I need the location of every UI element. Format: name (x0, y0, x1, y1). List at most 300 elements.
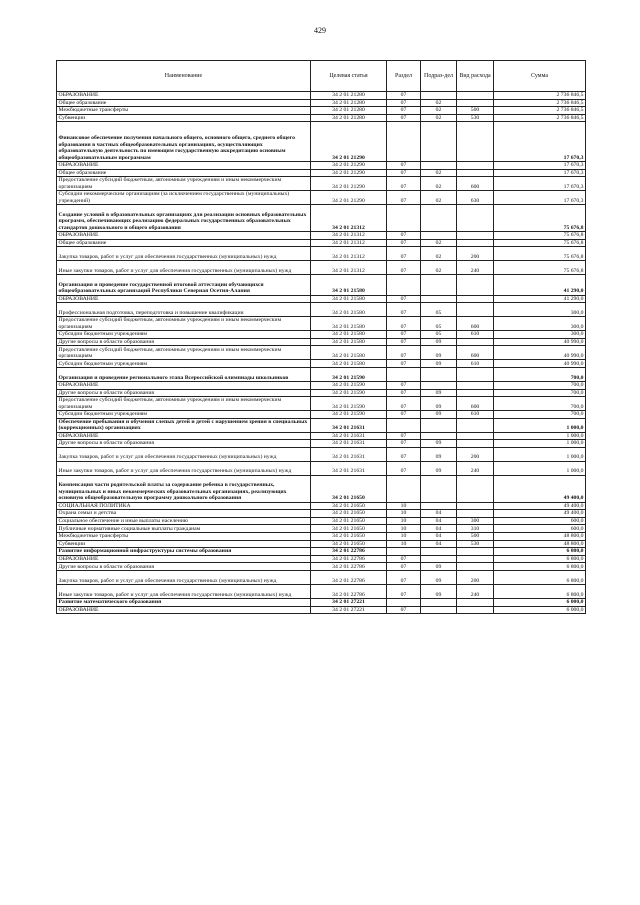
table-row (57, 447, 586, 461)
cell-subsection: 09 (421, 571, 457, 585)
cell-name: Охрана семьи и детства (57, 510, 311, 518)
table-row (57, 239, 586, 247)
cell-name: Субвенции (57, 540, 311, 548)
table-row (57, 599, 586, 607)
cell-section: 07 (387, 338, 421, 346)
cell-amount: 2 736 846,5 (494, 107, 586, 115)
cell-target: 34 2 01 21580 (311, 303, 387, 317)
cell-subsection: 05 (421, 317, 457, 331)
cell-target: 34 2 01 21580 (311, 317, 387, 331)
cell-name: Компенсация части родительской платы за содержание ребенка в государственных, муниципальных и иных некоммерческих образовательных организациях, реализующих основную общеобразовательную программу дошкольного образования (57, 475, 311, 502)
cell-subsection: 04 (421, 510, 457, 518)
cell-name: Предоставление субсидий бюджетным, автономным учреждениям и иным некоммерческим организациям (57, 177, 311, 191)
cell-target: 34 2 01 21580 (311, 346, 387, 360)
table-header-row (57, 61, 586, 92)
cell-kind (457, 606, 494, 614)
cell-name: Общее образование (57, 239, 311, 247)
cell-kind (457, 338, 494, 346)
table-row (57, 418, 586, 432)
cell-name: ОБРАЗОВАНИЕ (57, 555, 311, 563)
cell-name: Публичные нормативные социальные выплаты гражданам (57, 525, 311, 533)
table-row (57, 411, 586, 419)
cell-target: 34 2 01 22786 (311, 548, 387, 556)
cell-target: 34 2 01 21650 (311, 525, 387, 533)
cell-kind: 600 (457, 346, 494, 360)
cell-amount: 40 990,0 (494, 346, 586, 360)
table-row (57, 525, 586, 533)
cell-kind (457, 303, 494, 317)
header-target: Целевая статья (311, 61, 387, 92)
cell-target: 34 2 01 21312 (311, 261, 387, 275)
cell-target: 34 2 01 22786 (311, 555, 387, 563)
cell-amount: 6 800,0 (494, 571, 586, 585)
cell-subsection: 09 (421, 346, 457, 360)
header-subsection: Подраз-дел (421, 61, 457, 92)
cell-subsection: 05 (421, 331, 457, 339)
cell-target: 34 2 01 21280 (311, 92, 387, 100)
cell-amount: 17 670,3 (494, 122, 586, 162)
cell-name: Субсидии бюджетным учреждениям (57, 331, 311, 339)
table-row (57, 440, 586, 448)
cell-target: 34 2 01 21580 (311, 295, 387, 303)
table-row (57, 247, 586, 261)
cell-section: 10 (387, 502, 421, 510)
cell-section (387, 122, 421, 162)
cell-amount: 300,0 (494, 317, 586, 331)
cell-subsection (421, 367, 457, 381)
cell-name: Субсидии бюджетным учреждениям (57, 360, 311, 368)
cell-name: ОБРАЗОВАНИЕ (57, 606, 311, 614)
cell-section: 07 (387, 432, 421, 440)
cell-name: Межбюджетные трансферты (57, 533, 311, 541)
cell-subsection (421, 475, 457, 502)
table-row (57, 169, 586, 177)
cell-subsection (421, 418, 457, 432)
cell-target: 34 2 01 21631 (311, 440, 387, 448)
table-row (57, 502, 586, 510)
cell-amount: 6 800,0 (494, 555, 586, 563)
cell-subsection: 09 (421, 585, 457, 599)
cell-subsection (421, 432, 457, 440)
cell-section (387, 367, 421, 381)
cell-subsection: 09 (421, 447, 457, 461)
cell-kind: 240 (457, 585, 494, 599)
cell-section: 07 (387, 331, 421, 339)
cell-subsection: 09 (421, 440, 457, 448)
cell-kind: 600 (457, 397, 494, 411)
cell-name: Предоставление субсидий бюджетным, автономным учреждениям и иным некоммерческим организациям (57, 317, 311, 331)
cell-name: Организация и проведение государственной итоговой аттестации обучающихся общеобразовательных организаций Республики Северная Осетия-Алания (57, 275, 311, 295)
cell-name: Предоставление субсидий бюджетным, автономным учреждениям и иным некоммерческим организациям (57, 346, 311, 360)
cell-section: 07 (387, 169, 421, 177)
cell-kind (457, 205, 494, 232)
cell-target: 34 2 01 21580 (311, 360, 387, 368)
cell-name: ОБРАЗОВАНИЕ (57, 231, 311, 239)
cell-kind (457, 367, 494, 381)
cell-section: 07 (387, 191, 421, 205)
cell-kind: 240 (457, 261, 494, 275)
cell-name: СОЦИАЛЬНАЯ ПОЛИТИКА (57, 502, 311, 510)
cell-section: 07 (387, 161, 421, 169)
cell-target: 34 2 01 21590 (311, 367, 387, 381)
cell-name: Социальное обеспечение и иные выплаты населению (57, 517, 311, 525)
cell-name: Субсидии бюджетным учреждениям (57, 411, 311, 419)
cell-subsection (421, 555, 457, 563)
cell-kind (457, 440, 494, 448)
cell-section: 07 (387, 99, 421, 107)
cell-subsection: 09 (421, 389, 457, 397)
cell-target: 34 2 01 21650 (311, 540, 387, 548)
cell-section: 07 (387, 177, 421, 191)
cell-subsection (421, 548, 457, 556)
cell-target: 34 2 01 21650 (311, 517, 387, 525)
cell-name: Другие вопросы в области образования (57, 440, 311, 448)
cell-name: Создание условий в образовательных организациях для реализации основных образовательных программ, обеспечивающих реализацию федеральных государственных образовательных стандартов дошкольного и общего образования (57, 205, 311, 232)
cell-target: 34 2 01 21631 (311, 461, 387, 475)
cell-amount: 6 800,0 (494, 563, 586, 571)
table-row (57, 114, 586, 122)
table-row (57, 99, 586, 107)
cell-kind: 300 (457, 517, 494, 525)
cell-amount: 1 000,0 (494, 440, 586, 448)
cell-kind (457, 389, 494, 397)
cell-section: 10 (387, 525, 421, 533)
cell-section: 07 (387, 389, 421, 397)
cell-kind (457, 122, 494, 162)
cell-name: Иные закупки товаров, работ и услуг для обеспечения государственных (муниципальных) нужд (57, 261, 311, 275)
cell-name: Закупка товаров, работ и услуг для обеспечения государственных (муниципальных) нужд (57, 247, 311, 261)
cell-name: ОБРАЗОВАНИЕ (57, 432, 311, 440)
cell-target: 34 2 01 27221 (311, 599, 387, 607)
cell-name: Субвенции (57, 114, 311, 122)
table-row (57, 205, 586, 232)
cell-section: 07 (387, 261, 421, 275)
cell-section: 07 (387, 247, 421, 261)
cell-target: 34 2 01 21650 (311, 475, 387, 502)
cell-section: 07 (387, 303, 421, 317)
cell-name: ОБРАЗОВАНИЕ (57, 381, 311, 389)
cell-subsection: 02 (421, 177, 457, 191)
cell-subsection (421, 161, 457, 169)
cell-amount: 700,0 (494, 397, 586, 411)
cell-kind: 610 (457, 331, 494, 339)
table-row (57, 191, 586, 205)
cell-amount: 40 990,0 (494, 338, 586, 346)
cell-target: 34 2 01 22786 (311, 563, 387, 571)
cell-target: 34 2 01 21650 (311, 510, 387, 518)
cell-kind (457, 99, 494, 107)
cell-amount: 49 400,0 (494, 510, 586, 518)
cell-name: Финансовое обеспечение получения начального общего, основного общего, среднего общего образования в частных общеобразовательных организациях, осуществляющих образовательную деятельность по имеющим государственную аккредитацию основным общеобразовательным программам (57, 122, 311, 162)
cell-kind (457, 295, 494, 303)
cell-kind (457, 418, 494, 432)
cell-kind: 500 (457, 107, 494, 115)
table-row (57, 346, 586, 360)
cell-subsection: 04 (421, 540, 457, 548)
cell-name: ОБРАЗОВАНИЕ (57, 295, 311, 303)
table-row (57, 303, 586, 317)
cell-target: 34 2 01 21650 (311, 502, 387, 510)
header-name: Наименование (57, 61, 311, 92)
table-row (57, 367, 586, 381)
cell-subsection (421, 295, 457, 303)
cell-section: 07 (387, 461, 421, 475)
cell-target: 34 2 01 21580 (311, 331, 387, 339)
table-row (57, 331, 586, 339)
cell-amount: 700,0 (494, 389, 586, 397)
table-row (57, 177, 586, 191)
cell-target: 34 2 01 21290 (311, 191, 387, 205)
cell-subsection (421, 231, 457, 239)
cell-amount: 75 676,8 (494, 205, 586, 232)
cell-name: Развитие математического образования (57, 599, 311, 607)
cell-subsection: 02 (421, 191, 457, 205)
table-row (57, 461, 586, 475)
cell-kind: 530 (457, 114, 494, 122)
table-row (57, 510, 586, 518)
cell-name: Иные закупки товаров, работ и услуг для обеспечения государственных (муниципальных) нужд (57, 461, 311, 475)
cell-section: 07 (387, 92, 421, 100)
table-row (57, 381, 586, 389)
cell-amount: 75 676,8 (494, 231, 586, 239)
cell-amount: 1 000,0 (494, 432, 586, 440)
cell-amount: 600,0 (494, 517, 586, 525)
table-row (57, 432, 586, 440)
table-row (57, 338, 586, 346)
cell-section (387, 548, 421, 556)
cell-subsection: 02 (421, 169, 457, 177)
table-row (57, 389, 586, 397)
cell-section: 07 (387, 563, 421, 571)
cell-amount: 600,0 (494, 525, 586, 533)
cell-kind (457, 548, 494, 556)
cell-subsection (421, 599, 457, 607)
cell-kind: 200 (457, 247, 494, 261)
cell-name: Межбюджетные трансферты (57, 107, 311, 115)
cell-subsection (421, 205, 457, 232)
cell-subsection: 09 (421, 360, 457, 368)
cell-kind (457, 502, 494, 510)
cell-target: 34 2 01 21631 (311, 418, 387, 432)
cell-subsection: 05 (421, 303, 457, 317)
cell-amount: 2 736 846,5 (494, 99, 586, 107)
cell-target: 34 2 01 21280 (311, 114, 387, 122)
cell-subsection: 02 (421, 99, 457, 107)
cell-kind (457, 432, 494, 440)
cell-amount: 6 800,0 (494, 548, 586, 556)
cell-amount: 700,0 (494, 367, 586, 381)
table-row (57, 360, 586, 368)
cell-name: Субсидии некоммерческим организациям (за исключением государственных (муниципальных) учреждений) (57, 191, 311, 205)
cell-amount: 1 000,0 (494, 461, 586, 475)
table-row (57, 317, 586, 331)
cell-name: Закупка товаров, работ и услуг для обеспечения государственных (муниципальных) нужд (57, 447, 311, 461)
cell-section: 07 (387, 606, 421, 614)
cell-target: 34 2 01 21590 (311, 397, 387, 411)
cell-name: Профессиональная подготовка, переподготовка и повышение квалификации (57, 303, 311, 317)
cell-subsection: 09 (421, 563, 457, 571)
cell-subsection: 04 (421, 533, 457, 541)
cell-kind (457, 475, 494, 502)
cell-amount: 17 670,3 (494, 191, 586, 205)
cell-subsection (421, 502, 457, 510)
cell-kind (457, 169, 494, 177)
table-row (57, 122, 586, 162)
cell-amount: 49 400,0 (494, 502, 586, 510)
header-section: Раздел (387, 61, 421, 92)
cell-name: Другие вопросы в области образования (57, 563, 311, 571)
cell-name: Закупка товаров, работ и услуг для обеспечения государственных (муниципальных) нужд (57, 571, 311, 585)
cell-subsection (421, 92, 457, 100)
cell-target: 34 2 01 22786 (311, 571, 387, 585)
page-number: 429 (314, 26, 326, 35)
cell-kind (457, 239, 494, 247)
cell-amount: 17 670,3 (494, 161, 586, 169)
budget-table (56, 60, 586, 614)
cell-subsection (421, 275, 457, 295)
table-row (57, 555, 586, 563)
cell-kind: 610 (457, 411, 494, 419)
table-row (57, 606, 586, 614)
cell-subsection: 09 (421, 338, 457, 346)
cell-target: 34 2 01 21590 (311, 411, 387, 419)
cell-section: 10 (387, 540, 421, 548)
cell-kind (457, 275, 494, 295)
cell-amount: 75 676,8 (494, 247, 586, 261)
cell-target: 34 2 01 21631 (311, 432, 387, 440)
cell-section: 07 (387, 571, 421, 585)
cell-subsection (421, 606, 457, 614)
cell-subsection: 09 (421, 397, 457, 411)
cell-kind: 600 (457, 177, 494, 191)
cell-kind (457, 92, 494, 100)
cell-amount: 75 676,8 (494, 261, 586, 275)
cell-target: 34 2 01 21312 (311, 231, 387, 239)
cell-section: 07 (387, 295, 421, 303)
cell-kind: 610 (457, 360, 494, 368)
table-row (57, 275, 586, 295)
cell-section (387, 418, 421, 432)
cell-amount: 6 800,0 (494, 585, 586, 599)
cell-section: 07 (387, 585, 421, 599)
cell-kind: 600 (457, 317, 494, 331)
cell-amount: 48 800,0 (494, 533, 586, 541)
cell-section: 07 (387, 447, 421, 461)
cell-subsection: 02 (421, 107, 457, 115)
table-row (57, 107, 586, 115)
table-row (57, 295, 586, 303)
table-row (57, 261, 586, 275)
cell-kind: 200 (457, 447, 494, 461)
cell-target: 34 2 01 21590 (311, 389, 387, 397)
cell-amount: 6 000,0 (494, 599, 586, 607)
table-row (57, 92, 586, 100)
cell-kind: 200 (457, 571, 494, 585)
cell-target: 34 2 01 22786 (311, 585, 387, 599)
cell-target: 34 2 01 21580 (311, 338, 387, 346)
cell-section: 10 (387, 510, 421, 518)
cell-kind (457, 510, 494, 518)
cell-section: 07 (387, 346, 421, 360)
table-row (57, 161, 586, 169)
table-row (57, 548, 586, 556)
cell-target: 34 2 01 21580 (311, 275, 387, 295)
cell-amount: 48 800,0 (494, 540, 586, 548)
table-row (57, 231, 586, 239)
cell-amount: 1 000,0 (494, 447, 586, 461)
table-row (57, 540, 586, 548)
cell-name: Общее образование (57, 169, 311, 177)
cell-subsection (421, 122, 457, 162)
cell-target: 34 2 01 21290 (311, 169, 387, 177)
cell-amount: 75 676,8 (494, 239, 586, 247)
cell-target: 34 2 01 21590 (311, 381, 387, 389)
cell-amount: 2 736 846,5 (494, 92, 586, 100)
cell-subsection: 04 (421, 525, 457, 533)
cell-subsection: 04 (421, 517, 457, 525)
cell-target: 34 2 01 21312 (311, 247, 387, 261)
cell-section: 10 (387, 533, 421, 541)
cell-subsection: 09 (421, 461, 457, 475)
cell-target: 34 2 01 21312 (311, 239, 387, 247)
table-row (57, 475, 586, 502)
cell-name: Общее образование (57, 99, 311, 107)
cell-target: 34 2 01 21290 (311, 161, 387, 169)
cell-name: Предоставление субсидий бюджетным, автономным учреждениям и иным некоммерческим организациям (57, 397, 311, 411)
cell-section: 07 (387, 397, 421, 411)
cell-kind: 240 (457, 461, 494, 475)
cell-section (387, 475, 421, 502)
cell-amount: 40 990,0 (494, 360, 586, 368)
cell-section (387, 275, 421, 295)
cell-name: Иные закупки товаров, работ и услуг для обеспечения государственных (муниципальных) нужд (57, 585, 311, 599)
cell-amount: 17 670,3 (494, 177, 586, 191)
table-row (57, 571, 586, 585)
cell-amount: 17 670,3 (494, 169, 586, 177)
cell-kind: 500 (457, 533, 494, 541)
cell-subsection: 02 (421, 114, 457, 122)
cell-target: 34 2 01 21650 (311, 533, 387, 541)
cell-name: Организация и проведение регионального этапа Всероссийской олимпиады школьников (57, 367, 311, 381)
cell-kind (457, 381, 494, 389)
cell-section: 07 (387, 317, 421, 331)
cell-section: 07 (387, 231, 421, 239)
cell-target: 34 2 01 27221 (311, 606, 387, 614)
cell-section: 07 (387, 114, 421, 122)
cell-kind (457, 231, 494, 239)
cell-name: Другие вопросы в области образования (57, 338, 311, 346)
cell-section: 07 (387, 555, 421, 563)
cell-amount: 6 000,0 (494, 606, 586, 614)
table-row (57, 533, 586, 541)
table-body (57, 92, 586, 614)
cell-target: 34 2 01 21290 (311, 177, 387, 191)
cell-section: 07 (387, 360, 421, 368)
cell-section: 07 (387, 440, 421, 448)
cell-kind (457, 563, 494, 571)
table-row (57, 397, 586, 411)
cell-target: 34 2 01 21290 (311, 122, 387, 162)
cell-section (387, 599, 421, 607)
cell-name: Развитие информационной инфраструктуры системы образования (57, 548, 311, 556)
cell-amount: 2 736 846,5 (494, 114, 586, 122)
cell-section: 10 (387, 517, 421, 525)
cell-target: 34 2 01 21631 (311, 447, 387, 461)
cell-amount: 1 000,0 (494, 418, 586, 432)
cell-target: 34 2 01 21280 (311, 99, 387, 107)
cell-name: Обеспечение пребывания и обучения слепых детей и детей с нарушением зрения в специальных (коррекционных) организациях (57, 418, 311, 432)
cell-section (387, 205, 421, 232)
